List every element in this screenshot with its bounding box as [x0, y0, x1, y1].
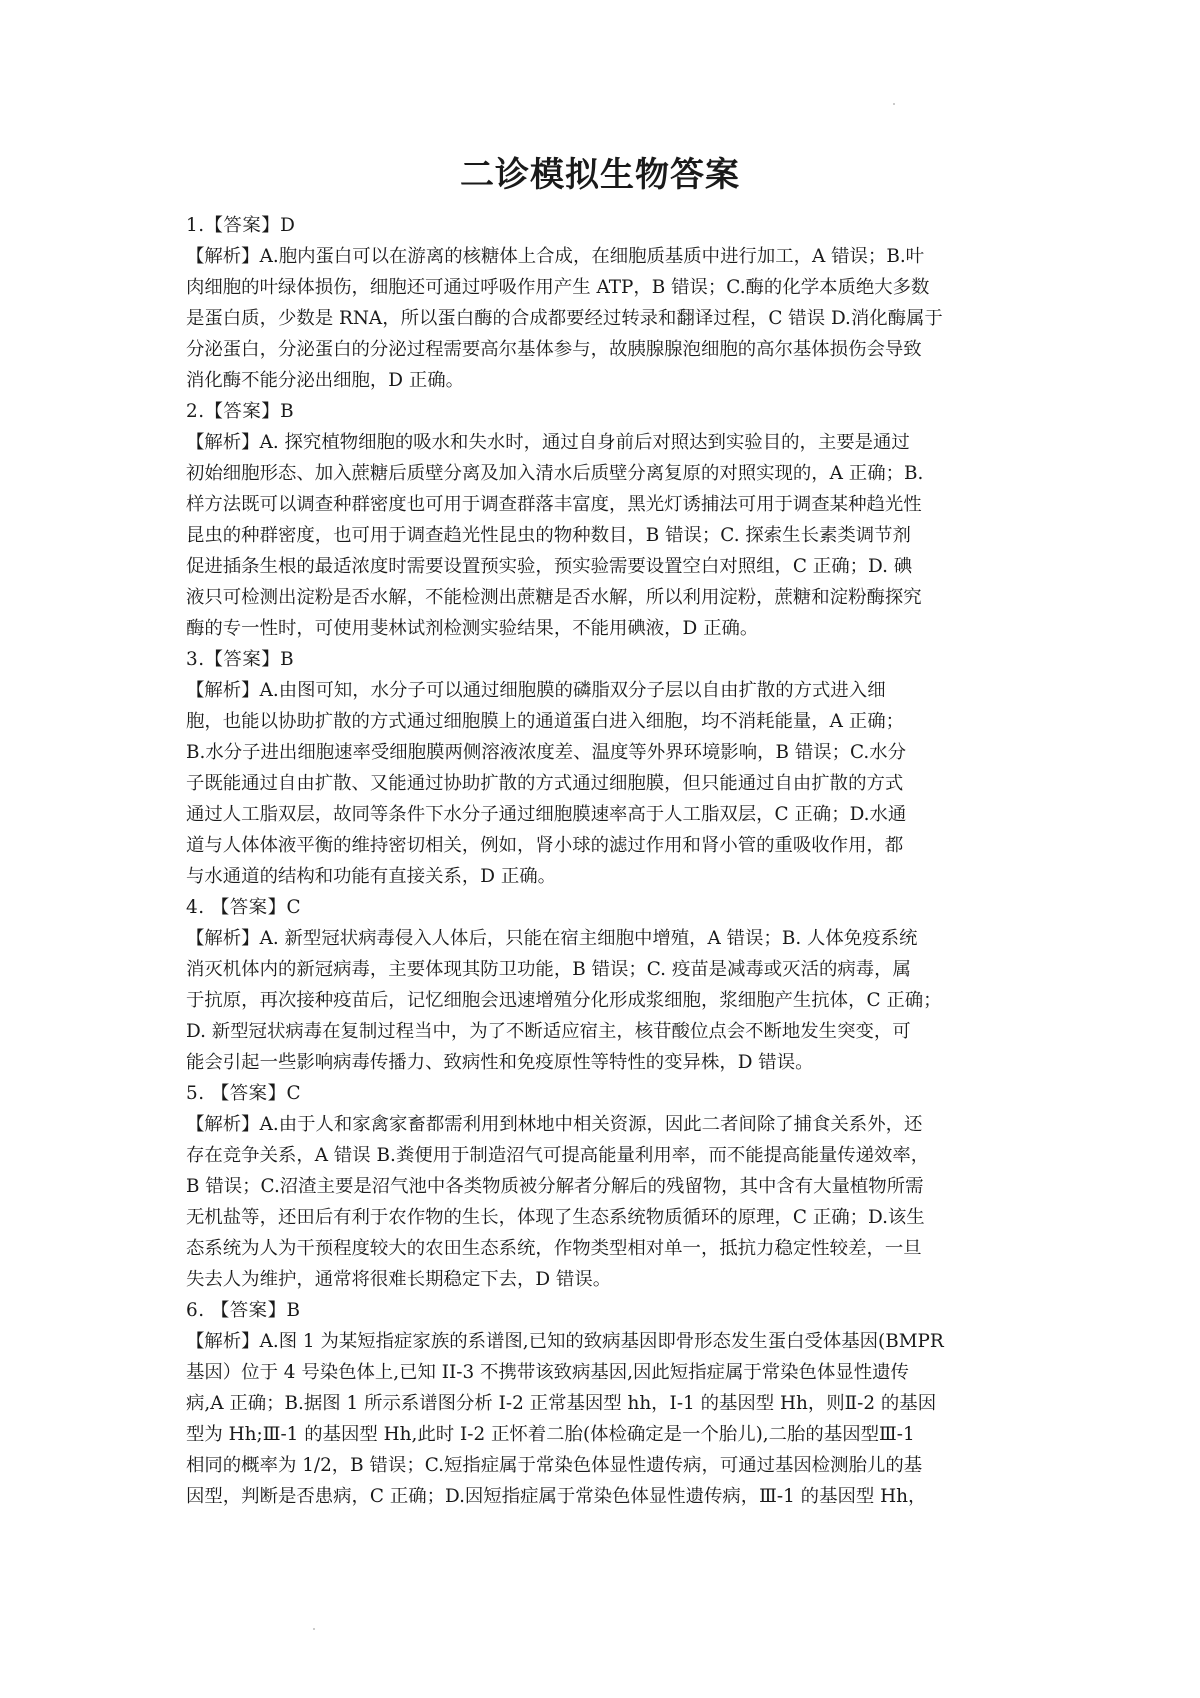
explanation-line: 消化酶不能分泌出细胞，D 正确。 [186, 370, 465, 391]
explanation-line: 胞，也能以协助扩散的方式通过细胞膜上的通道蛋白进入细胞，均不消耗能量，A 正确； [186, 711, 904, 732]
explanation-line: B.水分子进出细胞速率受细胞膜两侧溶液浓度差、温度等外界环境影响，B 错误；C.水分 [186, 742, 907, 763]
explanation-line: 【解析】A.胞内蛋白可以在游离的核糖体上合成，在细胞质基质中进行加工，A 错误；B.叶 [186, 246, 925, 267]
explanation-line: 型为 Hh;Ⅲ-1 的基因型 Hh,此时 I-2 正怀着二胎(体检确定是一个胎儿),二胎的基因型Ⅲ-1 [186, 1424, 915, 1445]
explanation-line: 肉细胞的叶绿体损伤，细胞还可通过呼吸作用产生 ATP，B 错误；C.酶的化学本质绝大多数 [186, 277, 930, 298]
explanation-line: 子既能通过自由扩散、又能通过协助扩散的方式通过细胞膜，但只能通过自由扩散的方式 [186, 773, 904, 794]
explanation-line: 是蛋白质，少数是 RNA，所以蛋白酶的合成都要经过转录和翻译过程，C 错误 D.消化酶属于 [186, 308, 943, 329]
page-title: 二诊模拟生物答案 [460, 155, 740, 195]
answer-heading: 6. 【答案】B [186, 1300, 301, 1321]
explanation-line: 病,A 正确；B.据图 1 所示系谱图分析 I-2 正常基因型 hh，I-1 的基因型 Hh，则Ⅱ-2 的基因 [186, 1393, 937, 1414]
explanation-line: 道与人体体液平衡的维持密切相关，例如，肾小球的滤过作用和肾小管的重吸收作用，都 [186, 835, 904, 856]
scan-speck [893, 103, 895, 105]
explanation-line: 昆虫的种群密度，也可用于调查趋光性昆虫的物种数目，B 错误；C. 探索生长素类调节剂 [186, 525, 911, 546]
explanation-line: 于抗原，再次接种疫苗后，记忆细胞会迅速增殖分化形成浆细胞，浆细胞产生抗体，C 正确； [186, 990, 942, 1011]
explanation-line: 样方法既可以调查种群密度也可用于调查群落丰富度，黑光灯诱捕法可用于调查某种趋光性 [186, 494, 922, 515]
explanation-line: 初始细胞形态、加入蔗糖后质壁分离及加入清水后质壁分离复原的对照实现的，A 正确；B. [186, 463, 924, 484]
explanation-line: 态系统为人为干预程度较大的农田生态系统，作物类型相对单一，抵抗力稳定性较差，一旦 [186, 1238, 922, 1259]
explanation-line: 因型，判断是否患病，C 正确；D.因短指症属于常染色体显性遗传病，Ⅲ-1 的基因型 Hh， [186, 1486, 927, 1507]
explanation-line: 【解析】A.图 1 为某短指症家族的系谱图,已知的致病基因即骨形态发生蛋白受体基因(BMPR [186, 1331, 944, 1352]
explanation-line: 【解析】A.由图可知，水分子可以通过细胞膜的磷脂双分子层以自由扩散的方式进入细 [186, 680, 886, 701]
explanation-line: 【解析】A.由于人和家禽家畜都需利用到林地中相关资源，因此二者间除了捕食关系外，还 [186, 1114, 923, 1135]
explanation-line: 基因）位于 4 号染色体上,已知 II-3 不携带该致病基因,因此短指症属于常染色体显性遗传 [186, 1362, 909, 1383]
explanation-line: 相同的概率为 1/2，B 错误；C.短指症属于常染色体显性遗传病，可通过基因检测胎儿的基 [186, 1455, 923, 1476]
explanation-line: 【解析】A. 新型冠状病毒侵入人体后，只能在宿主细胞中增殖，A 错误；B. 人体免疫系统 [186, 928, 918, 949]
answer-content [186, 210, 1026, 1512]
answer-heading: 2.【答案】B [186, 401, 295, 422]
explanation-line: 能会引起一些影响病毒传播力、致病性和免疫原性等特性的变异株，D 错误。 [186, 1052, 814, 1073]
explanation-line: 液只可检测出淀粉是否水解，不能检测出蔗糖是否水解，所以利用淀粉，蔗糖和淀粉酶探究 [186, 587, 922, 608]
explanation-line: 分泌蛋白，分泌蛋白的分泌过程需要高尔基体参与，故胰腺腺泡细胞的高尔基体损伤会导致 [186, 339, 922, 360]
answer-heading: 1.【答案】D [186, 215, 296, 236]
explanation-line: 通过人工脂双层，故同等条件下水分子通过细胞膜速率高于人工脂双层，C 正确；D.水通 [186, 804, 907, 825]
explanation-line: 【解析】A. 探究植物细胞的吸水和失水时，通过自身前后对照达到实验目的，主要是通过 [186, 432, 910, 453]
explanation-line: 消灭机体内的新冠病毒，主要体现其防卫功能，B 错误；C. 疫苗是减毒或灭活的病毒，属 [186, 959, 911, 980]
explanation-line: 促进插条生根的最适浓度时需要设置预实验，预实验需要设置空白对照组，C 正确；D. 碘 [186, 556, 913, 577]
explanation-line: D. 新型冠状病毒在复制过程当中，为了不断适应宿主，核苷酸位点会不断地发生突变，可 [186, 1021, 911, 1042]
explanation-line: 失去人为维护，通常将很难长期稳定下去，D 错误。 [186, 1269, 612, 1290]
answer-heading: 5. 【答案】C [186, 1083, 302, 1104]
scan-speck [313, 1628, 315, 1630]
explanation-line: B 错误；C.沼渣主要是沼气池中各类物质被分解者分解后的残留物，其中含有大量植物所需 [186, 1176, 924, 1197]
explanation-line: 无机盐等，还田后有利于农作物的生长，体现了生态系统物质循环的原理，C 正确；D.该生 [186, 1207, 925, 1228]
answer-heading: 3.【答案】B [186, 649, 295, 670]
explanation-line: 存在竞争关系，A 错误 B.粪便用于制造沼气可提高能量利用率，而不能提高能量传递效率， [186, 1145, 930, 1166]
answer-heading: 4. 【答案】C [186, 897, 302, 918]
explanation-line: 酶的专一性时，可使用斐林试剂检测实验结果，不能用碘液，D 正确。 [186, 618, 759, 639]
explanation-line: 与水通道的结构和功能有直接关系，D 正确。 [186, 866, 557, 887]
